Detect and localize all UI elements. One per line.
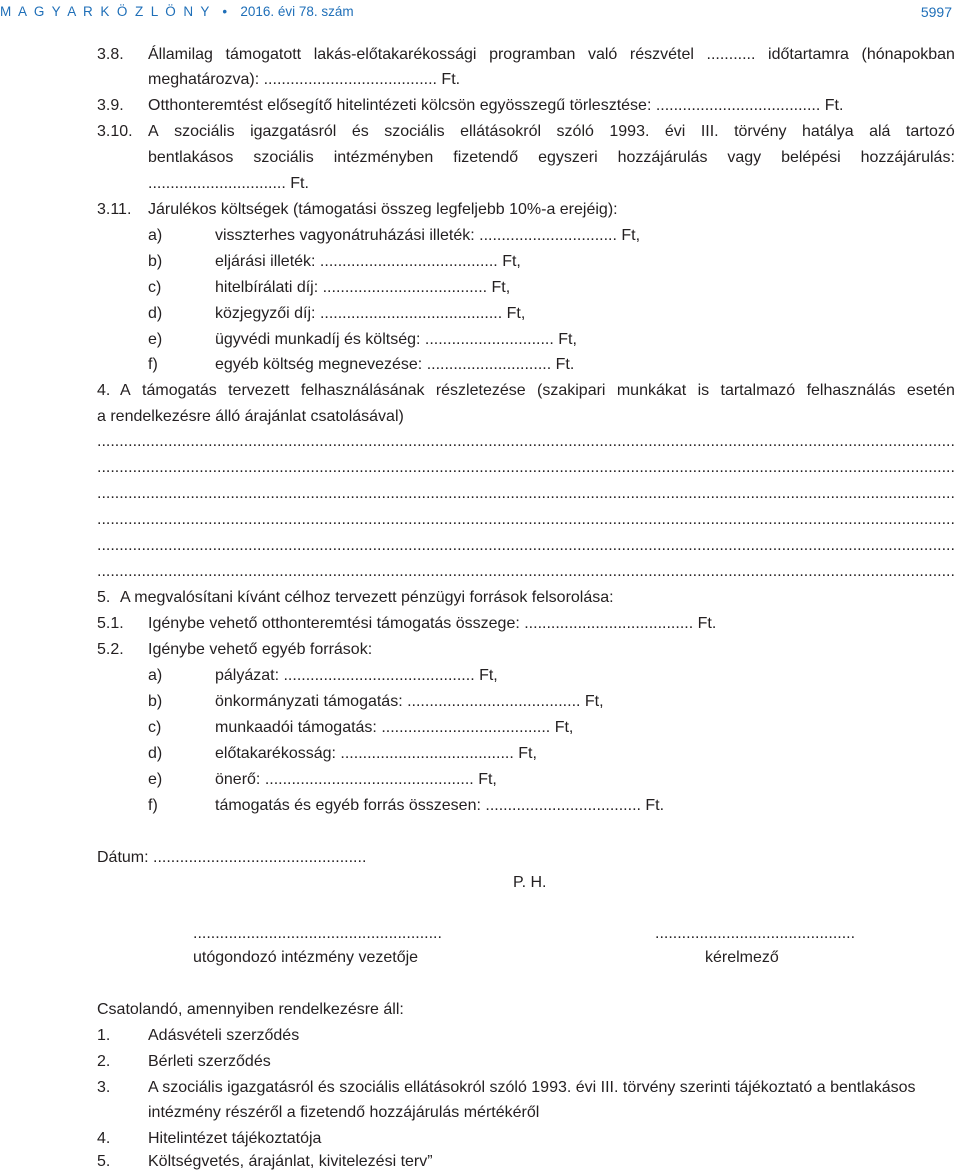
signature-label-right: kérelmező bbox=[705, 949, 779, 966]
attachment-text: A szociális igazgatásról és szociális ellátásokról szóló 1993. évi III. törvény szerinti tájékoztató a bentlakásos bbox=[148, 1079, 916, 1096]
word: bentlakásos bbox=[148, 149, 234, 166]
item-letter: a) bbox=[148, 227, 163, 244]
word: belépési bbox=[781, 149, 841, 166]
word: III. bbox=[700, 123, 719, 140]
word: A bbox=[120, 382, 131, 399]
section-5-number: 5. bbox=[97, 589, 111, 606]
section-3-10-line1 bbox=[148, 122, 955, 142]
word: Államilag bbox=[148, 46, 213, 63]
signature-label-left: utógondozó intézmény vezetője bbox=[193, 949, 419, 966]
word: hozzájárulás bbox=[617, 149, 708, 166]
word: tartalmazó bbox=[720, 382, 796, 399]
issue-label: 2016. évi 78. szám bbox=[240, 4, 354, 19]
item-letter: b) bbox=[148, 253, 163, 270]
fill-in-line bbox=[97, 562, 955, 582]
item-letter: e) bbox=[148, 331, 163, 348]
word: is bbox=[697, 382, 710, 399]
section-5-2-number: 5.2. bbox=[97, 641, 124, 658]
word: tartozó bbox=[905, 123, 955, 140]
fill-in-line bbox=[97, 536, 955, 556]
fill-in-line bbox=[97, 458, 955, 478]
item-letter: e) bbox=[148, 771, 163, 788]
date-field: Dátum: ................................................ bbox=[97, 849, 367, 866]
source-item-text: előtakarékosság: ....................................... Ft, bbox=[215, 745, 537, 762]
word: hatálya bbox=[802, 123, 854, 140]
word: intézményben bbox=[333, 149, 434, 166]
attachment-number: 1. bbox=[97, 1027, 111, 1044]
cost-item-text: egyéb költség megnevezése: ............................ Ft. bbox=[215, 356, 575, 373]
word: részvétel bbox=[629, 46, 694, 63]
word: ........... bbox=[706, 46, 756, 63]
cost-item-text: ügyvédi munkadíj és költség: ............................. Ft, bbox=[215, 331, 577, 348]
word: ellátásokról bbox=[460, 123, 542, 140]
section-5-1-text: Igénybe vehető otthonteremtési támogatás összege: ...................................... Ft. bbox=[148, 615, 717, 632]
publication-title: M A G Y A R K Ö Z L Ö N Y bbox=[0, 4, 212, 19]
word: szóló bbox=[556, 123, 594, 140]
item-letter: f) bbox=[148, 356, 158, 373]
attachment-text-continued: intézmény részéről a fizetendő hozzájárulás mértékéről bbox=[148, 1104, 540, 1121]
word: lakás-előtakarékossági bbox=[313, 46, 477, 63]
section-4-line1 bbox=[120, 381, 955, 401]
section-3-10-line3: ............................... Ft. bbox=[148, 175, 309, 192]
attachment-text: Hitelintézet tájékoztatója bbox=[148, 1130, 322, 1147]
section-3-10-line2 bbox=[148, 148, 955, 168]
word: munkákat bbox=[616, 382, 687, 399]
word: tervezett bbox=[228, 382, 290, 399]
word: szociális bbox=[174, 123, 235, 140]
word: programban bbox=[489, 46, 576, 63]
item-letter: a) bbox=[148, 667, 163, 684]
word: hozzájárulás: bbox=[860, 149, 955, 166]
attachments-intro: Csatolandó, amennyiben rendelkezésre áll: bbox=[97, 1001, 404, 1018]
section-3-8-line1 bbox=[148, 45, 955, 65]
source-item-text: pályázat: ........................................... Ft, bbox=[215, 667, 498, 684]
word: alá bbox=[869, 123, 891, 140]
page-number: 5997 bbox=[920, 4, 952, 20]
section-3-8-number: 3.8. bbox=[97, 46, 124, 63]
word: időtartamra bbox=[768, 46, 849, 63]
fill-in-line bbox=[97, 484, 955, 504]
source-item-text: önerő: ............................................... Ft, bbox=[215, 771, 497, 788]
word: évi bbox=[664, 123, 686, 140]
fill-in-line bbox=[97, 510, 955, 530]
section-4-number: 4. bbox=[97, 382, 111, 399]
item-letter: c) bbox=[148, 279, 162, 296]
word: (szakipari bbox=[537, 382, 606, 399]
section-3-11-number: 3.11. bbox=[97, 201, 132, 218]
word: és bbox=[351, 123, 369, 140]
item-letter: c) bbox=[148, 719, 162, 736]
source-item-text: támogatás és egyéb forrás összesen: ................................... Ft. bbox=[215, 797, 665, 814]
fill-in-line bbox=[97, 432, 955, 452]
item-letter: f) bbox=[148, 797, 158, 814]
section-3-8-line2: meghatározva): ....................................... Ft. bbox=[148, 71, 461, 88]
item-letter: d) bbox=[148, 305, 163, 322]
word: vagy bbox=[727, 149, 762, 166]
cost-item-text: visszterhes vagyonátruházási illeték: ............................... Ft, bbox=[215, 227, 641, 244]
word: törvény bbox=[734, 123, 787, 140]
section-3-10-number: 3.10. bbox=[97, 123, 133, 140]
cost-item-text: hitelbírálati díj: ..................................... Ft, bbox=[215, 279, 511, 296]
cost-item-text: közjegyzői díj: ......................................... Ft, bbox=[215, 305, 526, 322]
word: felhasználás bbox=[806, 382, 896, 399]
attachment-text: Bérleti szerződés bbox=[148, 1053, 271, 1070]
word: (hónapokban bbox=[861, 46, 955, 63]
word: támogatott bbox=[225, 46, 302, 63]
item-letter: d) bbox=[148, 745, 163, 762]
word: támogatás bbox=[142, 382, 217, 399]
section-3-11-text: Járulékos költségek (támogatási összeg legfeljebb 10%-a erejéig): bbox=[148, 201, 618, 218]
word: A bbox=[148, 123, 159, 140]
attachment-number: 5. bbox=[97, 1153, 111, 1170]
attachment-text: Adásvételi szerződés bbox=[148, 1027, 300, 1044]
item-letter: b) bbox=[148, 693, 163, 710]
attachment-text: Költségvetés, árajánlat, kivitelezési terv” bbox=[148, 1153, 433, 1170]
word: esetén bbox=[906, 382, 955, 399]
section-5-2-text: Igénybe vehető egyéb források: bbox=[148, 641, 373, 658]
attachment-number: 3. bbox=[97, 1079, 111, 1096]
section-3-9-number: 3.9. bbox=[97, 97, 124, 114]
section-4-line2: a rendelkezésre álló árajánlat csatolásával) bbox=[97, 408, 404, 425]
word: való bbox=[587, 46, 618, 63]
source-item-text: munkaadói támogatás: ...................................... Ft, bbox=[215, 719, 574, 736]
page-header bbox=[0, 4, 960, 24]
attachment-number: 2. bbox=[97, 1053, 111, 1070]
word: szociális bbox=[384, 123, 445, 140]
signature-line-left: ........................................................ bbox=[193, 925, 442, 942]
signature-line-right: ............................................. bbox=[655, 925, 856, 942]
word: fizetendő bbox=[453, 149, 519, 166]
word: egyszeri bbox=[538, 149, 598, 166]
word: igazgatásról bbox=[250, 123, 337, 140]
section-3-9-text: Otthonteremtést elősegítő hitelintézeti kölcsön egyösszegű törlesztése: ..................................... Ft. bbox=[148, 97, 844, 114]
section-5-text: A megvalósítani kívánt célhoz tervezett pénzügyi források felsorolása: bbox=[120, 589, 614, 606]
section-5-1-number: 5.1. bbox=[97, 615, 124, 632]
word: 1993. bbox=[609, 123, 650, 140]
cost-item-text: eljárási illeték: ........................................ Ft, bbox=[215, 253, 521, 270]
header-separator: • bbox=[222, 4, 230, 19]
publication-header bbox=[0, 4, 354, 19]
attachment-number: 4. bbox=[97, 1130, 111, 1147]
word: szociális bbox=[253, 149, 314, 166]
seal-placeholder: P. H. bbox=[513, 874, 547, 891]
word: felhasználásának bbox=[300, 382, 425, 399]
word: részletezése bbox=[435, 382, 526, 399]
source-item-text: önkormányzati támogatás: ....................................... Ft, bbox=[215, 693, 604, 710]
